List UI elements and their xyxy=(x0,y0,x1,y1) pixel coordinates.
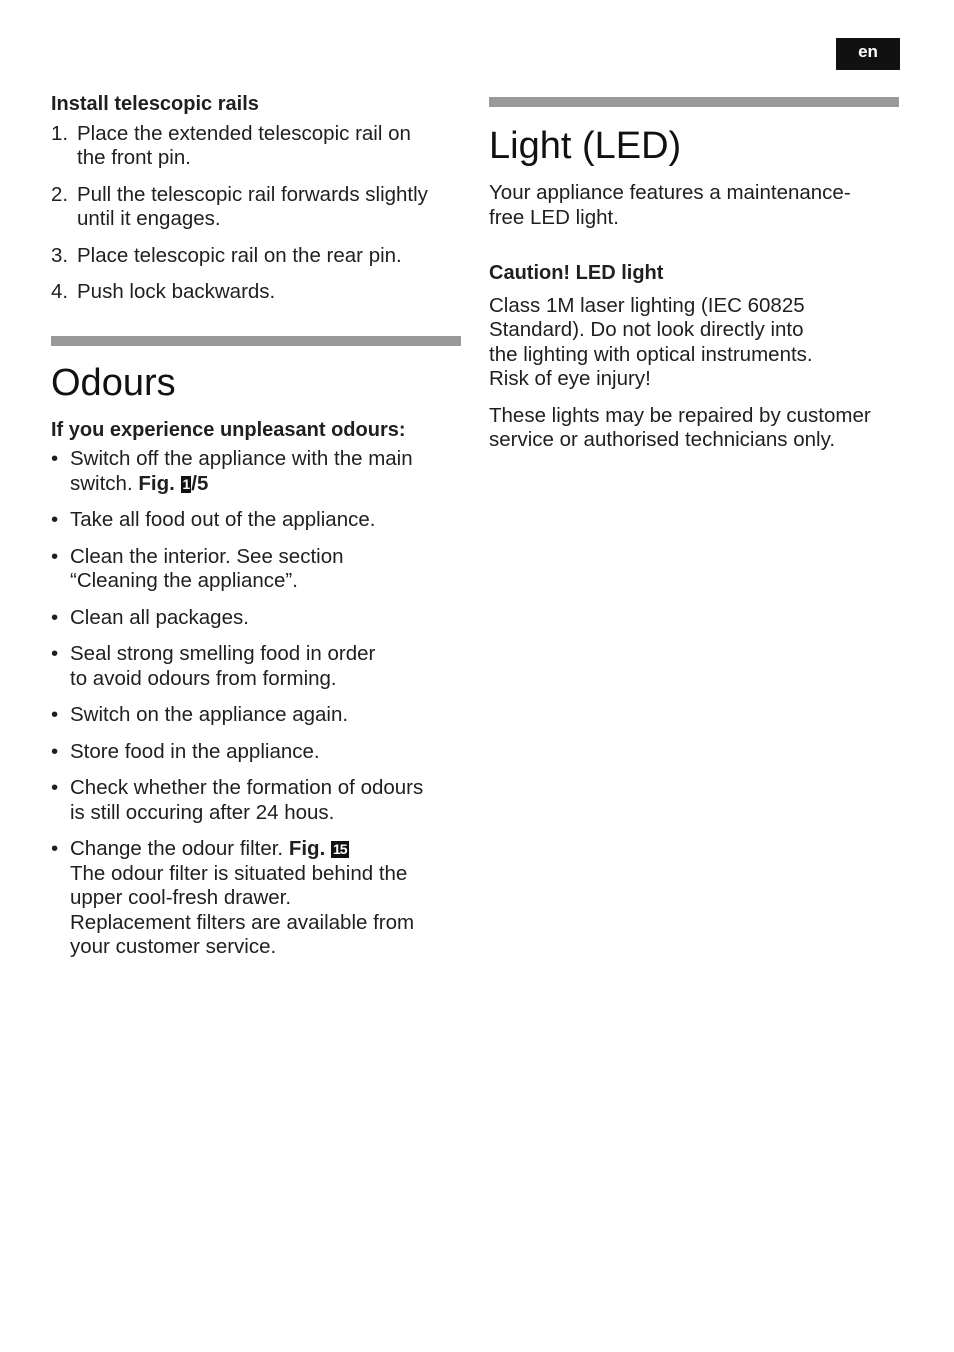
install-step xyxy=(51,122,461,171)
list-item xyxy=(51,703,461,728)
item-text: Store food in the appliance. xyxy=(70,739,320,763)
install-step xyxy=(51,280,461,305)
step-text: Place telescopic rail on the rear pin. xyxy=(77,243,402,267)
install-rails-heading: Install telescopic rails xyxy=(51,93,259,115)
install-step xyxy=(51,244,461,269)
paragraph-line: Your appliance features a maintenance- xyxy=(489,181,851,204)
step-number: 2. xyxy=(51,182,69,206)
list-item xyxy=(51,606,461,631)
step-text: the front pin. xyxy=(77,146,191,169)
item-text: Replacement filters are available from xyxy=(70,910,415,934)
paragraph-line: Standard). Do not look directly into xyxy=(489,318,804,341)
bullet-icon: • xyxy=(51,544,59,568)
bullet-icon: • xyxy=(51,447,59,470)
language-tab: en xyxy=(836,38,900,70)
list-item xyxy=(51,545,461,594)
bullet-icon: • xyxy=(51,508,59,531)
step-text: Pull the telescopic rail forwards slightly xyxy=(77,182,428,206)
item-text: Take all food out of the appliance. xyxy=(70,508,376,531)
figure-label: Fig. xyxy=(138,471,181,495)
item-text: to avoid odours from forming. xyxy=(70,666,337,690)
step-number: 1. xyxy=(51,121,69,145)
item-text: Seal strong smelling food in order xyxy=(70,642,376,665)
left-column xyxy=(51,92,461,972)
list-item xyxy=(51,447,461,496)
light-led-title: Light (LED) xyxy=(489,125,682,167)
item-text: your customer service. xyxy=(70,935,277,958)
paragraph-line: the lighting with optical instruments. xyxy=(489,342,813,366)
paragraph-line: Risk of eye injury! xyxy=(489,367,651,390)
item-text: The odour filter is situated behind the xyxy=(70,861,408,885)
bullet-icon: • xyxy=(51,605,59,629)
caution-heading: Caution! LED light xyxy=(489,262,664,284)
section-divider xyxy=(489,97,899,107)
item-text: Switch off the appliance with the main xyxy=(70,447,413,470)
list-item xyxy=(51,508,461,533)
item-text: switch. xyxy=(70,471,139,495)
odours-title: Odours xyxy=(51,361,176,404)
list-item xyxy=(51,740,461,765)
item-text: Clean all packages. xyxy=(70,605,249,629)
paragraph-line: Class 1M laser lighting (IEC 60825 xyxy=(489,293,805,317)
install-steps-list xyxy=(51,122,461,305)
section-divider xyxy=(51,336,461,346)
list-item xyxy=(51,776,461,825)
bullet-icon: • xyxy=(51,642,59,665)
item-text: Check whether the formation of odours xyxy=(70,776,424,799)
figure-suffix: /5 xyxy=(191,471,209,495)
light-intro xyxy=(489,181,899,230)
figure-label: Fig. xyxy=(288,837,331,860)
bullet-icon: • xyxy=(51,739,59,763)
figure-number-badge: 1 xyxy=(182,475,190,492)
odours-list xyxy=(51,447,461,960)
figure-reference xyxy=(289,837,349,860)
bullet-icon: • xyxy=(51,703,59,726)
item-text: “Cleaning the appliance”. xyxy=(70,569,298,592)
step-text: until it engages. xyxy=(77,207,221,230)
item-text: Change the odour filter. xyxy=(70,837,289,860)
item-text: upper cool-fresh drawer. xyxy=(70,886,292,909)
item-text: Switch on the appliance again. xyxy=(70,703,349,726)
paragraph-line: These lights may be repaired by customer xyxy=(489,403,871,427)
figure-number-badge: 15 xyxy=(332,841,347,857)
bullet-icon: • xyxy=(51,837,59,860)
repair-text xyxy=(489,404,899,453)
item-text: Clean the interior. See section xyxy=(70,544,344,568)
step-text: Place the extended telescopic rail on xyxy=(77,121,411,145)
step-number: 4. xyxy=(51,280,69,303)
item-text: is still occuring after 24 hous. xyxy=(70,800,335,824)
paragraph-line: service or authorised technicians only. xyxy=(489,428,836,451)
list-item xyxy=(51,837,461,960)
caution-text xyxy=(489,294,899,392)
right-column xyxy=(489,97,899,465)
step-text: Push lock backwards. xyxy=(77,280,276,303)
odours-subheading: If you experience unpleasant odours: xyxy=(51,418,406,441)
bullet-icon: • xyxy=(51,776,59,799)
install-step xyxy=(51,183,461,232)
figure-reference xyxy=(138,472,208,495)
paragraph-line: free LED light. xyxy=(489,205,619,229)
step-number: 3. xyxy=(51,243,69,267)
list-item xyxy=(51,642,461,691)
